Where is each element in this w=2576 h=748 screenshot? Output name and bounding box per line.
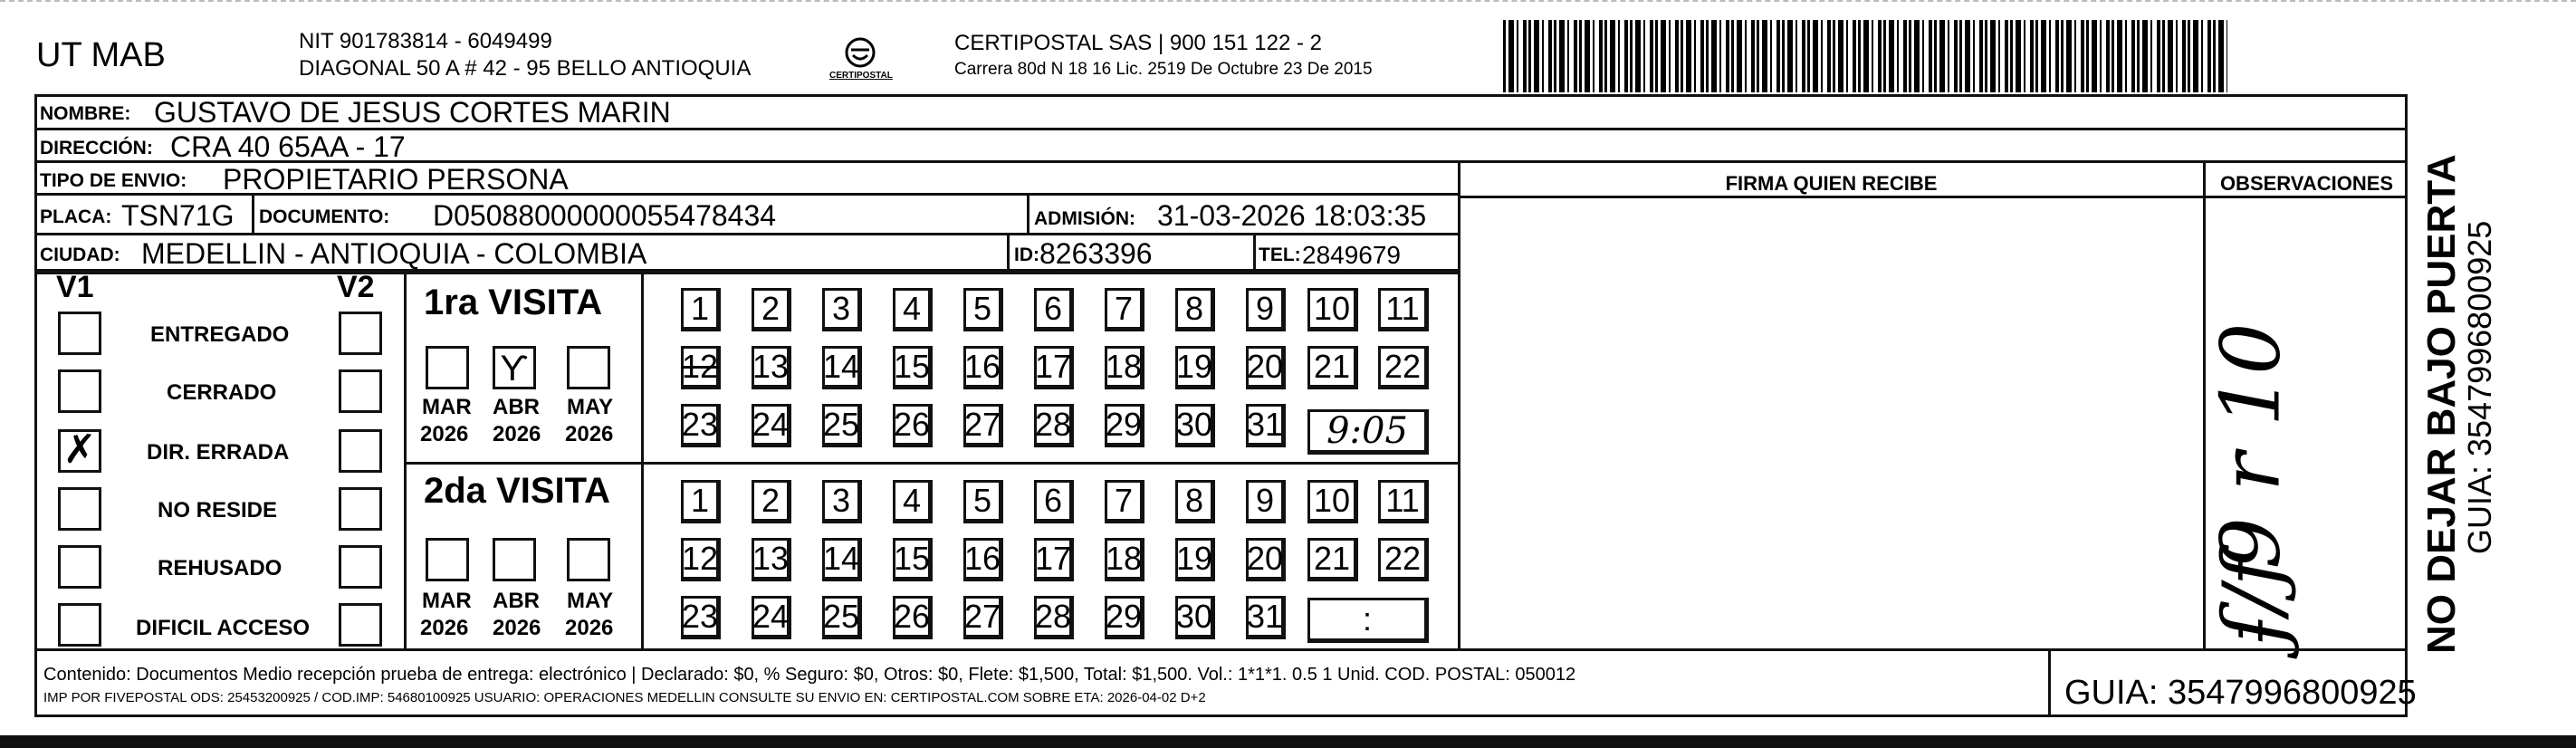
day-number: 26 xyxy=(893,598,931,635)
first-visit-day-box[interactable] xyxy=(1175,346,1215,389)
documento-value: D05088000000055478434 xyxy=(433,199,777,232)
second-visit-month: MAR xyxy=(422,589,472,613)
direccion-value: CRA 40 65AA - 17 xyxy=(170,130,406,163)
first-visit-day-box[interactable] xyxy=(1378,288,1429,331)
day-number: 29 xyxy=(1105,406,1143,443)
day-number: 27 xyxy=(963,598,1001,635)
first-visit-day-box[interactable] xyxy=(822,288,862,331)
second-visit-month: ABR xyxy=(493,589,540,613)
documento-label: DOCUMENTO: xyxy=(259,206,390,227)
day-number: 21 xyxy=(1313,348,1351,385)
second-visit-month: MAY xyxy=(567,589,614,613)
day-number: 12 xyxy=(681,540,719,577)
second-visit-day-box[interactable] xyxy=(1246,538,1286,581)
v1-checkbox[interactable] xyxy=(58,545,101,589)
second-visit-day-box[interactable] xyxy=(1307,480,1358,523)
second-visit-day-box[interactable] xyxy=(893,480,933,523)
v1-checkbox[interactable] xyxy=(58,487,101,531)
second-visit-day-box[interactable] xyxy=(1034,480,1074,523)
day-number: 17 xyxy=(1034,348,1072,385)
second-visit-month-box[interactable] xyxy=(567,538,610,581)
second-visit-day-box[interactable] xyxy=(893,596,933,639)
day-number: 28 xyxy=(1034,406,1072,443)
day-number: 11 xyxy=(1385,482,1420,519)
first-visit-time: 9:05 xyxy=(1326,410,1408,452)
first-visit-day-box[interactable] xyxy=(822,404,862,447)
first-visit-day-box[interactable] xyxy=(752,288,791,331)
first-visit-day-box[interactable] xyxy=(752,404,791,447)
company-nit: NIT 901783814 - 6049499 xyxy=(299,29,552,53)
row-ciudad xyxy=(34,235,1460,272)
second-visit-day-box[interactable] xyxy=(752,480,791,523)
day-number: 17 xyxy=(1034,540,1072,577)
first-visit-time-box[interactable] xyxy=(1307,409,1429,455)
v2-checkbox[interactable] xyxy=(339,312,382,355)
status-no-reside: NO RESIDE xyxy=(158,498,278,523)
status-dificil-acceso: DIFICIL ACCESO xyxy=(136,616,311,640)
v1-label: V1 xyxy=(56,270,94,304)
tel-value: 2849679 xyxy=(1302,241,1402,269)
v1-checkbox[interactable] xyxy=(58,603,101,647)
admision-value: 31-03-2026 18:03:35 xyxy=(1157,199,1427,232)
first-visit-month: MAY xyxy=(567,395,614,419)
footer-content: Contenido: Documentos Medio recepción prueba de entrega: electrónico | Declarado: $0, % Seguro: $0, Otros: $0, Flete: $1,500, Total: $1,500. Vol.: 1*1*1. 0.5 1 Unid. COD. POSTAL: 050012 xyxy=(43,665,1576,685)
firma-header: FIRMA QUIEN RECIBE xyxy=(1725,172,1938,195)
day-number: 24 xyxy=(752,406,790,443)
first-visit-day-box[interactable] xyxy=(1105,404,1144,447)
logo-label: CERTIPOSTAL xyxy=(829,71,893,81)
status-entregado: ENTREGADO xyxy=(150,322,290,347)
v1-checkbox[interactable] xyxy=(58,312,101,355)
second-visit-day-box[interactable] xyxy=(1034,596,1074,639)
second-visit-day-box[interactable] xyxy=(752,538,791,581)
day-number: 4 xyxy=(902,290,922,327)
courier-license: Carrera 80d N 18 16 Lic. 2519 De Octubre 23 De 2015 xyxy=(954,60,1373,79)
ciudad-value: MEDELLIN - ANTIOQUIA - COLOMBIA xyxy=(141,237,647,270)
day-number: 24 xyxy=(752,598,790,635)
certipostal-logo xyxy=(829,34,893,89)
row-direccion xyxy=(34,130,2408,163)
day-number: 14 xyxy=(822,348,860,385)
second-visit-day-box[interactable] xyxy=(1378,480,1429,523)
first-visit-day-box[interactable] xyxy=(1175,288,1215,331)
second-visit-day-box[interactable] xyxy=(1105,480,1144,523)
first-visit-day-box[interactable] xyxy=(681,404,721,447)
second-visit-month-box[interactable] xyxy=(426,538,469,581)
first-visit-day-box[interactable] xyxy=(893,346,933,389)
second-visit-day-box[interactable] xyxy=(681,596,721,639)
second-visit-day-box[interactable] xyxy=(1246,596,1286,639)
day-number: 12 xyxy=(681,348,719,385)
status-cerrado: CERRADO xyxy=(167,380,277,405)
first-visit-title: 1ra VISITA xyxy=(424,283,603,322)
second-visit-time: : xyxy=(1362,600,1372,638)
direccion-label: DIRECCIÓN: xyxy=(40,138,153,158)
day-number: 21 xyxy=(1313,540,1351,577)
top-edge-line xyxy=(0,0,2576,5)
observaciones-header: OBSERVACIONES xyxy=(2219,172,2394,195)
day-number: 16 xyxy=(963,348,1001,385)
v1-checkbox-checked[interactable]: ✗ xyxy=(58,429,101,473)
first-visit-day-box[interactable] xyxy=(963,288,1003,331)
day-number: 25 xyxy=(822,406,860,443)
first-visit-month-box[interactable] xyxy=(567,346,610,389)
first-visit-day-box[interactable] xyxy=(1246,346,1286,389)
first-visit-year: 2026 xyxy=(420,422,469,446)
first-visit-month-box[interactable] xyxy=(426,346,469,389)
day-number: 30 xyxy=(1175,406,1213,443)
second-visit-year: 2026 xyxy=(493,616,541,640)
first-visit-day-box[interactable] xyxy=(893,288,933,331)
first-visit-day-box[interactable] xyxy=(1307,288,1358,331)
firma-area[interactable] xyxy=(1461,199,2202,648)
second-visit-year: 2026 xyxy=(565,616,614,640)
day-number: 10 xyxy=(1313,482,1351,519)
footer-print-info: IMP POR FIVEPOSTAL ODS: 25453200925 / COD.IMP: 54680100925 USUARIO: OPERACIONES MEDELLIN CONSULTE SU ENVIO EN: CERTIPOSTAL.COM SOBRE ETA: 2026-04-02 D+2 xyxy=(43,690,1206,705)
first-visit-day-box[interactable] xyxy=(1034,288,1074,331)
v1-checkbox[interactable] xyxy=(58,369,101,413)
second-visit-day-box[interactable] xyxy=(681,538,721,581)
day-number: 26 xyxy=(893,406,931,443)
first-visit-day-box[interactable] xyxy=(1307,346,1358,389)
day-number: 29 xyxy=(1105,598,1143,635)
tipo-value: PROPIETARIO PERSONA xyxy=(223,163,569,196)
v2-label: V2 xyxy=(337,270,375,304)
id-value: 8263396 xyxy=(1039,237,1153,270)
first-visit-year: 2026 xyxy=(493,422,541,446)
day-number: 8 xyxy=(1184,482,1204,519)
id-label: ID: xyxy=(1014,245,1039,265)
day-number: 8 xyxy=(1184,290,1204,327)
bottom-edge xyxy=(0,735,2576,748)
day-number: 5 xyxy=(972,482,992,519)
second-visit-day-box[interactable] xyxy=(963,480,1003,523)
second-visit-day-box[interactable] xyxy=(1378,538,1429,581)
footer-guia: GUIA: 3547996800925 xyxy=(2064,674,2417,712)
second-visit-day-box[interactable] xyxy=(1105,538,1144,581)
day-number: 19 xyxy=(1175,540,1213,577)
day-number: 30 xyxy=(1175,598,1213,635)
second-visit-day-box[interactable] xyxy=(822,480,862,523)
status-rehusado: REHUSADO xyxy=(158,556,282,580)
second-visit-day-box[interactable] xyxy=(1175,538,1215,581)
first-visit-month: MAR xyxy=(422,395,472,419)
v2-checkbox[interactable] xyxy=(339,487,382,531)
day-number: 18 xyxy=(1105,540,1143,577)
status-dir-errada: DIR. ERRADA xyxy=(147,440,290,465)
day-number: 9 xyxy=(1255,290,1275,327)
second-visit-day-box[interactable] xyxy=(1175,480,1215,523)
second-visit-day-box[interactable] xyxy=(752,596,791,639)
nombre-label: NOMBRE: xyxy=(40,103,131,124)
no-dejar-warning: NO DEJAR BAJO PUERTA xyxy=(2419,154,2464,654)
day-number: 15 xyxy=(893,348,931,385)
v2-checkbox[interactable] xyxy=(339,603,382,647)
day-number: 2 xyxy=(761,290,780,327)
placa-value: TSN71G xyxy=(121,199,235,232)
day-number: 13 xyxy=(752,348,790,385)
first-visit-day-box[interactable] xyxy=(1034,346,1074,389)
second-visit-day-box[interactable] xyxy=(822,538,862,581)
first-visit-day-box[interactable] xyxy=(963,404,1003,447)
second-visit-day-box[interactable] xyxy=(822,596,862,639)
first-visit-month-box-checked[interactable]: Ƴ xyxy=(493,346,536,389)
day-number: 6 xyxy=(1043,482,1063,519)
day-number: 3 xyxy=(831,482,851,519)
first-visit-day-box[interactable] xyxy=(1175,404,1215,447)
day-number: 27 xyxy=(963,406,1001,443)
second-visit-day-box[interactable] xyxy=(681,480,721,523)
second-visit-time-box[interactable] xyxy=(1307,598,1429,643)
row-placa xyxy=(34,196,1460,235)
first-visit-day-box[interactable] xyxy=(1105,288,1144,331)
day-number: 31 xyxy=(1246,598,1284,635)
admision-label: ADMISIÓN: xyxy=(1034,208,1135,229)
first-visit-day-box[interactable] xyxy=(681,288,721,331)
row-tipo xyxy=(34,163,1460,196)
courier-name: CERTIPOSTAL SAS | 900 151 122 - 2 xyxy=(954,31,1322,55)
placa-label: PLACA: xyxy=(40,206,112,227)
v2-checkbox[interactable] xyxy=(339,545,382,589)
ciudad-label: CIUDAD: xyxy=(40,245,120,265)
day-number: 7 xyxy=(1114,482,1134,519)
first-visit-year: 2026 xyxy=(565,422,614,446)
day-number: 19 xyxy=(1175,348,1213,385)
day-number: 20 xyxy=(1246,540,1284,577)
day-number: 7 xyxy=(1114,290,1134,327)
day-number: 9 xyxy=(1255,482,1275,519)
day-number: 25 xyxy=(822,598,860,635)
second-visit-day-box[interactable] xyxy=(1175,596,1215,639)
row-nombre xyxy=(34,94,2408,130)
day-number: 2 xyxy=(761,482,780,519)
second-visit-day-box[interactable] xyxy=(963,538,1003,581)
day-number: 23 xyxy=(681,598,719,635)
day-number: 10 xyxy=(1313,290,1351,327)
day-number: 16 xyxy=(963,540,1001,577)
day-number: 4 xyxy=(902,482,922,519)
first-visit-day-box[interactable] xyxy=(1246,404,1286,447)
second-visit-day-box[interactable] xyxy=(1246,480,1286,523)
v2-checkbox[interactable] xyxy=(339,429,382,473)
day-number: 22 xyxy=(1384,540,1422,577)
nombre-value: GUSTAVO DE JESUS CORTES MARIN xyxy=(154,96,671,129)
barcode xyxy=(1503,20,2227,92)
day-number: 15 xyxy=(893,540,931,577)
day-number: 1 xyxy=(690,290,710,327)
day-number: 14 xyxy=(822,540,860,577)
second-visit-title: 2da VISITA xyxy=(424,471,610,511)
signature-scribble: ʄ/ƒ xyxy=(2205,556,2301,644)
day-number: 28 xyxy=(1034,598,1072,635)
company-name: UT MAB xyxy=(36,36,166,74)
first-visit-day-box[interactable] xyxy=(1378,346,1429,389)
side-guia: GUIA: 3547996800925 xyxy=(2461,220,2498,554)
second-visit-year: 2026 xyxy=(420,616,469,640)
first-visit-month: ABR xyxy=(493,395,540,419)
second-visit-month-box[interactable] xyxy=(493,538,536,581)
first-visit-day-box[interactable] xyxy=(681,346,721,389)
observaciones-handwriting: 9 r 10 xyxy=(2203,322,2299,570)
day-number: 20 xyxy=(1246,348,1284,385)
first-visit-day-box[interactable] xyxy=(752,346,791,389)
v2-checkbox[interactable] xyxy=(339,369,382,413)
day-number: 31 xyxy=(1246,406,1284,443)
day-number: 23 xyxy=(681,406,719,443)
day-number: 13 xyxy=(752,540,790,577)
second-visit-day-box[interactable] xyxy=(1105,596,1144,639)
day-number: 3 xyxy=(831,290,851,327)
first-visit-day-box[interactable] xyxy=(1246,288,1286,331)
day-number: 11 xyxy=(1385,290,1420,327)
company-address: DIAGONAL 50 A # 42 - 95 BELLO ANTIOQUIA xyxy=(299,56,752,81)
tipo-label: TIPO DE ENVIO: xyxy=(40,170,187,191)
first-visit-day-box[interactable] xyxy=(963,346,1003,389)
tel-label: TEL: xyxy=(1259,245,1301,265)
day-number: 18 xyxy=(1105,348,1143,385)
first-visit-day-box[interactable] xyxy=(893,404,933,447)
second-visit-day-box[interactable] xyxy=(963,596,1003,639)
second-visit-day-box[interactable] xyxy=(1034,538,1074,581)
first-visit-day-box[interactable] xyxy=(1105,346,1144,389)
day-number: 22 xyxy=(1384,348,1422,385)
day-number: 5 xyxy=(972,290,992,327)
first-visit-day-box[interactable] xyxy=(822,346,862,389)
first-visit-day-box[interactable] xyxy=(1034,404,1074,447)
day-number: 1 xyxy=(690,482,710,519)
second-visit-day-box[interactable] xyxy=(1307,538,1358,581)
second-visit-day-box[interactable] xyxy=(893,538,933,581)
day-number: 6 xyxy=(1043,290,1063,327)
